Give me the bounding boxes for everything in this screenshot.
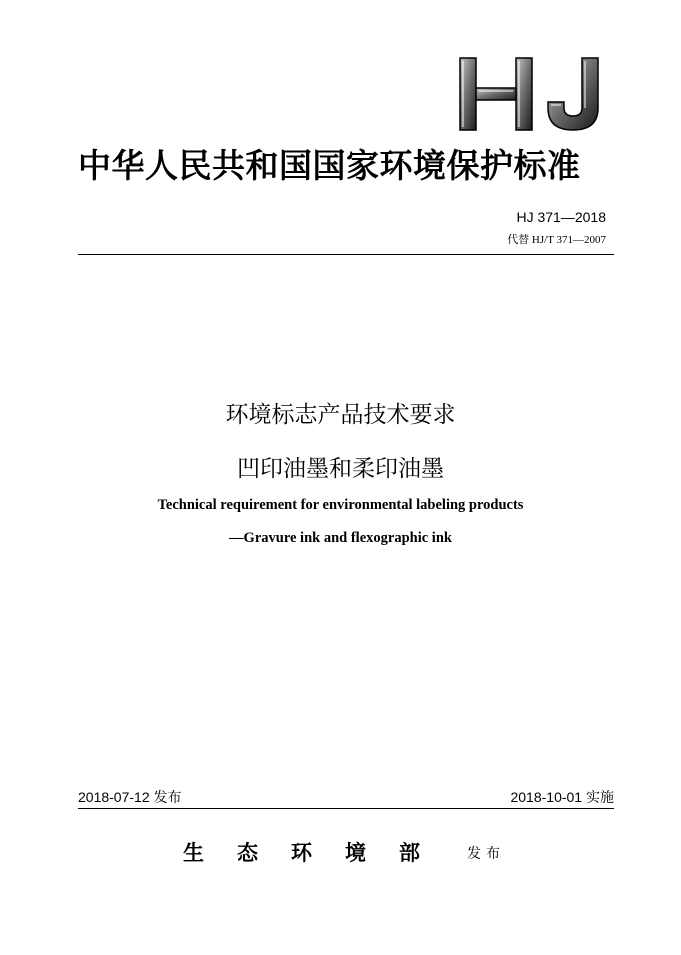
issuer-suffix: 发布 [467,846,505,862]
footer-divider [78,808,614,809]
header-divider [78,254,614,255]
document-title-cn-line1: 环境标志产品技术要求 [225,402,456,428]
standard-title: 中华人民共和国国家环境保护标准 [78,146,581,185]
standard-number: HJ 371—2018 [516,209,606,225]
issue-date: 2018-07-12 发布 [78,789,182,805]
logo-letter-h [460,58,532,130]
implementation-date: 2018-10-01 实施 [510,789,614,805]
logo-letter-j [548,58,598,130]
document-title-cn-line2: 凹印油墨和柔印油墨 [237,456,444,482]
issuer-name: 生态环境部 [183,840,453,865]
document-title-en-line1: Technical requirement for environmental labeling products [157,497,524,513]
hj-logo [458,56,606,132]
replaces-standard: 代替 HJ/T 371—2007 [507,234,606,246]
hj-logo-graphic [458,56,606,132]
document-title-en-line2: —Gravure ink and flexographic ink [229,530,452,546]
